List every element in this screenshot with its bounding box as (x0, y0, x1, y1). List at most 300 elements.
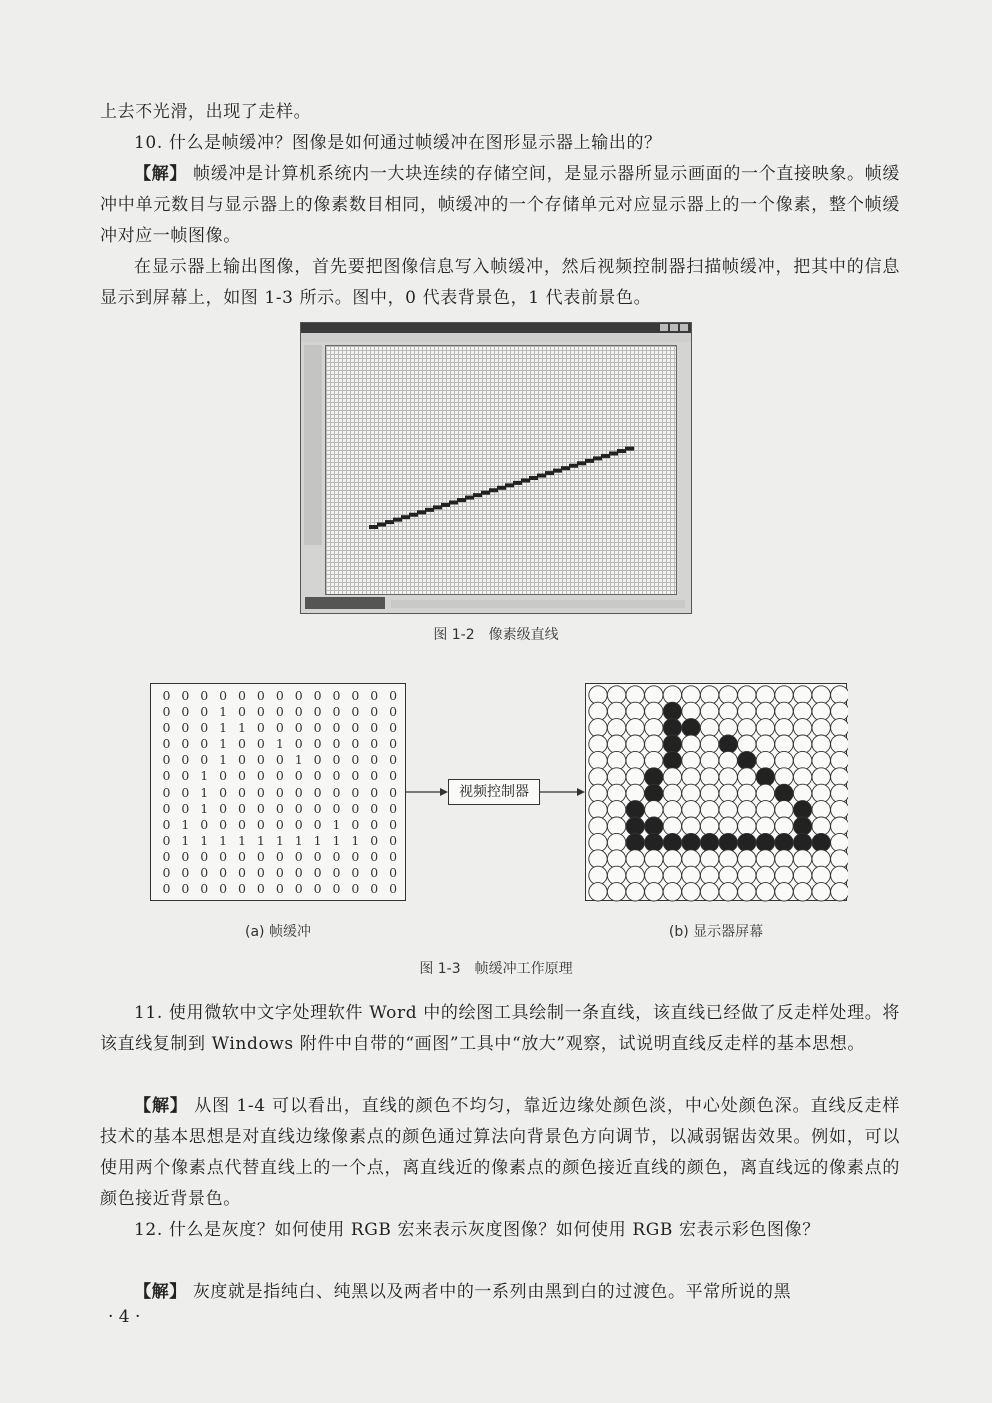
framebuffer-cell: 0 (332, 720, 341, 736)
screen-pixel-off (626, 768, 644, 786)
screen-pixel-off (607, 735, 625, 753)
framebuffer-cell: 0 (256, 848, 265, 864)
screen-pixel-off (663, 768, 681, 786)
screen-pixel-off (607, 817, 625, 835)
line-pixel-segment (409, 513, 418, 517)
screen-pixel-off (793, 719, 811, 737)
framebuffer-cell: 0 (332, 736, 341, 752)
screen-pixel-off (719, 866, 737, 884)
line-pixel-segment (473, 493, 482, 497)
framebuffer-cell: 0 (200, 736, 209, 752)
screen-pixel-off (645, 735, 663, 753)
framebuffer-cell: 1 (219, 720, 228, 736)
framebuffer-cell: 1 (200, 784, 209, 800)
framebuffer-cell: 0 (389, 881, 398, 897)
screen-pixel-off (645, 686, 663, 704)
framebuffer-cell: 0 (294, 688, 303, 703)
screen-pixel-off (738, 686, 756, 704)
line-pixel-segment (393, 518, 402, 522)
screen-pixel-off (682, 751, 700, 769)
framebuffer-cell: 0 (313, 865, 322, 881)
framebuffer-cell: 0 (219, 865, 228, 881)
line-pixel-segment (457, 498, 466, 502)
screen-pixel-on (663, 833, 681, 851)
framebuffer-cell: 0 (238, 816, 246, 832)
screen-pixel-off (738, 866, 756, 884)
framebuffer-cell: 1 (275, 832, 284, 848)
screen-pixel-off (812, 702, 830, 720)
framebuffer-cell: 0 (370, 688, 379, 703)
framebuffer-cell: 0 (219, 816, 228, 832)
screen-pixel-off (719, 817, 737, 835)
screen-pixel-on (626, 833, 644, 851)
screen-pixel-off (589, 833, 607, 851)
screen-pixel-off (756, 784, 774, 802)
line-pixel-segment (553, 469, 562, 473)
screen-pixel-off (645, 702, 663, 720)
screen-pixel-off (793, 702, 811, 720)
framebuffer-cell: 0 (275, 881, 284, 897)
screen-pixel-off (831, 817, 848, 835)
framebuffer-cell: 0 (238, 865, 246, 881)
figure-1-2-caption: 图 1-2 像素级直线 (433, 627, 559, 643)
screen-pixel-off (756, 850, 774, 868)
framebuffer-cell: 0 (370, 881, 379, 897)
screen-pixel-off (775, 817, 793, 835)
framebuffer-cell: 0 (351, 752, 360, 768)
screen-pixel-off (682, 850, 700, 868)
screen-pixel-off (626, 784, 644, 802)
framebuffer-cell: 0 (238, 848, 246, 864)
screen-pixel-off (626, 686, 644, 704)
framebuffer-cell: 0 (389, 752, 398, 768)
screen-pixel-on (738, 833, 756, 851)
framebuffer-cell: 0 (294, 784, 303, 800)
framebuffer-cell: 0 (181, 800, 190, 816)
framebuffer-cell: 0 (162, 784, 171, 800)
screen-pixel-on (756, 833, 774, 851)
screen-pixel-off (719, 784, 737, 802)
line-pixel-segment (617, 449, 626, 453)
screen-pixel-off (663, 817, 681, 835)
framebuffer-cell: 0 (200, 848, 209, 864)
framebuffer-cell: 0 (389, 736, 398, 752)
screen-pixel-off (775, 702, 793, 720)
framebuffer-cell: 0 (389, 848, 398, 864)
screen-pixel-off (831, 751, 848, 769)
screen-pixel-off (626, 735, 644, 753)
screen-pixel-off (812, 866, 830, 884)
screen-pixel-on (812, 833, 830, 851)
line-pixel-segment (505, 483, 514, 487)
screen-pixel-on (663, 719, 681, 737)
screen-pixel-off (831, 866, 848, 884)
line-pixel-segment (497, 486, 506, 490)
framebuffer-cell: 0 (181, 784, 190, 800)
screen-pixel-off (700, 883, 718, 901)
framebuffer-cell: 0 (313, 800, 322, 816)
framebuffer-cell: 1 (181, 816, 190, 832)
screen-pixel-off (589, 817, 607, 835)
screen-pixel-off (589, 702, 607, 720)
framebuffer-cell: 0 (351, 720, 360, 736)
line-pixel-segment (449, 501, 458, 505)
framebuffer-cell: 0 (370, 800, 379, 816)
screen-pixel-off (756, 686, 774, 704)
framebuffer-cell: 0 (200, 865, 209, 881)
screen-pixel-off (793, 866, 811, 884)
video-controller-box: 视频控制器 (448, 779, 540, 805)
framebuffer-cell: 0 (162, 768, 171, 784)
screen-pixel-off (682, 768, 700, 786)
framebuffer-cell: 0 (219, 848, 228, 864)
screen-pixel-off (700, 686, 718, 704)
framebuffer-cell: 0 (313, 768, 322, 784)
screen-pixel-off (719, 686, 737, 704)
screen-pixel-on (775, 784, 793, 802)
screen-pixel-off (756, 866, 774, 884)
screen-pixel-off (645, 751, 663, 769)
line-pixel-segment (609, 452, 618, 456)
framebuffer-cell: 1 (200, 832, 209, 848)
screen-pixel-off (607, 850, 625, 868)
line-pixel-segment (545, 471, 554, 475)
framebuffer-cell: 0 (162, 720, 171, 736)
framebuffer-cell: 0 (238, 736, 246, 752)
framebuffer-cell: 0 (238, 688, 246, 703)
framebuffer-cell: 0 (275, 865, 284, 881)
framebuffer-cell: 0 (181, 688, 190, 703)
screen-pixel-off (589, 866, 607, 884)
screen-pixel-on (793, 817, 811, 835)
line-pixel-segment (529, 476, 538, 480)
framebuffer-cell: 0 (256, 865, 265, 881)
screen-pixel-off (645, 866, 663, 884)
screen-pixel-off (738, 850, 756, 868)
framebuffer-cell: 0 (332, 800, 341, 816)
paragraph-framebuffer-output: 在显示器上输出图像，首先要把图像信息写入帧缓冲，然后视频控制器扫描帧缓冲，把其中的信息显示到屏幕上，如图 1-3 所示。图中，0 代表背景色，1 代表前景色。 (100, 257, 900, 308)
framebuffer-cell: 0 (256, 800, 265, 816)
framebuffer-cell: 0 (370, 816, 379, 832)
framebuffer-cell: 1 (313, 832, 322, 848)
framebuffer-cell: 0 (389, 784, 398, 800)
framebuffer-cell: 0 (313, 816, 322, 832)
screen-pixel-off (589, 883, 607, 901)
framebuffer-cell: 0 (332, 752, 341, 768)
framebuffer-cell: 0 (181, 865, 190, 881)
screen-pixel-off (812, 817, 830, 835)
screen-pixel-off (738, 817, 756, 835)
screen-pixel-off (682, 817, 700, 835)
screen-pixel-off (626, 866, 644, 884)
framebuffer-cell: 0 (351, 816, 360, 832)
screen-pixel-on (682, 719, 700, 737)
screen-pixel-off (626, 751, 644, 769)
page-number: · 4 · (108, 1307, 141, 1327)
line-pixel-segment (625, 447, 634, 451)
framebuffer-cell: 0 (313, 784, 322, 800)
framebuffer-cell: 0 (219, 784, 228, 800)
framebuffer-cell: 1 (238, 720, 246, 736)
line-pixel-segment (433, 505, 442, 509)
screen-pixel-off (793, 850, 811, 868)
screen-pixel-off (700, 817, 718, 835)
screen-pixel-off (626, 719, 644, 737)
framebuffer-cell: 0 (313, 736, 322, 752)
framebuffer-cell: 0 (256, 768, 265, 784)
framebuffer-cell: 0 (238, 800, 246, 816)
screen-pixel-off (831, 833, 848, 851)
line-pixel-segment (521, 478, 530, 482)
screen-pixel-off (607, 801, 625, 819)
screen-pixel-off (756, 751, 774, 769)
screen-pixel-off (775, 719, 793, 737)
framebuffer-cell: 0 (162, 704, 171, 720)
screen-pixel-off (663, 784, 681, 802)
screen-pixel-off (607, 686, 625, 704)
screen-pixel-off (812, 883, 830, 901)
screen-pixel-off (719, 801, 737, 819)
framebuffer-cell: 0 (162, 752, 171, 768)
screen-pixel-off (738, 883, 756, 901)
screen-pixel-off (831, 686, 848, 704)
figure-1-3-caption: 图 1-3 帧缓冲工作原理 (419, 961, 573, 977)
framebuffer-cell: 0 (313, 688, 322, 703)
framebuffer-cell: 0 (370, 768, 379, 784)
framebuffer-cell: 0 (275, 752, 284, 768)
screen-pixel-on (645, 784, 663, 802)
framebuffer-matrix (150, 683, 406, 901)
framebuffer-cell: 1 (256, 832, 265, 848)
framebuffer-cell: 0 (256, 704, 265, 720)
screen-pixel-off (645, 801, 663, 819)
line-pixel-segment (585, 459, 594, 463)
framebuffer-cell: 0 (351, 784, 360, 800)
framebuffer-cell: 1 (332, 832, 341, 848)
framebuffer-cell: 0 (162, 832, 171, 848)
framebuffer-cell: 0 (294, 704, 303, 720)
framebuffer-cell: 0 (162, 816, 171, 832)
framebuffer-cell: 0 (219, 800, 228, 816)
framebuffer-cell: 0 (370, 736, 379, 752)
screen-pixel-off (775, 801, 793, 819)
screen-pixel-off (831, 719, 848, 737)
screen-pixel-off (700, 801, 718, 819)
screen-pixel-off (607, 751, 625, 769)
screen-pixel-off (589, 686, 607, 704)
screen-pixel-off (831, 883, 848, 901)
framebuffer-cell: 0 (275, 688, 284, 703)
framebuffer-cell: 1 (200, 768, 209, 784)
framebuffer-cell: 0 (275, 768, 284, 784)
screen-pixel-off (756, 817, 774, 835)
screen-pixel-off (589, 719, 607, 737)
framebuffer-cell: 0 (294, 816, 303, 832)
screen-pixel-off (756, 719, 774, 737)
framebuffer-cell: 0 (332, 784, 341, 800)
screen-pixel-off (793, 768, 811, 786)
screen-pixel-off (682, 801, 700, 819)
framebuffer-cell: 0 (294, 800, 303, 816)
framebuffer-cell: 0 (370, 784, 379, 800)
screen-pixel-off (663, 801, 681, 819)
line-pixel-segment (561, 466, 570, 470)
framebuffer-cell: 0 (313, 752, 322, 768)
pixel-line (301, 323, 693, 615)
screen-pixel-off (738, 735, 756, 753)
framebuffer-cell: 0 (332, 848, 341, 864)
framebuffer-cell: 0 (389, 688, 398, 703)
screen-pixel-on (775, 833, 793, 851)
framebuffer-cell: 0 (351, 848, 360, 864)
line-pixel-segment (385, 520, 394, 524)
framebuffer-cell: 0 (200, 752, 209, 768)
line-pixel-segment (441, 503, 450, 507)
screen-pixel-off (700, 751, 718, 769)
framebuffer-cell: 0 (162, 848, 171, 864)
framebuffer-cell: 0 (238, 752, 246, 768)
framebuffer-cell: 0 (351, 865, 360, 881)
screen-pixel-off (589, 850, 607, 868)
screen-pixel-off (812, 784, 830, 802)
answer-11: 【解】 从图 1-4 可以看出，直线的颜色不均匀，靠近边缘处颜色淡，中心处颜色深。直线反走样技术的基本思想是对直线边缘像素点的颜色通过算法向背景色方向调节，以减弱锯齿效果。例如，可以使用两个像素点代替直线上的一个点，离直线近的像素点的颜色接近直线的颜色，离直线远的像素点的颜色接近背景色。 (100, 1096, 900, 1209)
screen-pixel-on (645, 768, 663, 786)
framebuffer-cell: 0 (294, 865, 303, 881)
screen-pixel-off (719, 768, 737, 786)
screen-pixel-off (700, 866, 718, 884)
screen-pixel-off (682, 702, 700, 720)
line-pixel-segment (601, 454, 610, 458)
screen-pixel-off (738, 784, 756, 802)
framebuffer-cell: 0 (332, 881, 341, 897)
line-pixel-segment (417, 510, 426, 514)
framebuffer-cell: 0 (275, 784, 284, 800)
screen-pixel-off (775, 850, 793, 868)
screen-pixel-off (756, 702, 774, 720)
screen-pixel-on (626, 817, 644, 835)
screen-pixel-off (719, 850, 737, 868)
line-pixel-segment (481, 491, 490, 495)
screen-pixel-off (812, 801, 830, 819)
framebuffer-cell: 0 (200, 816, 209, 832)
framebuffer-cell: 0 (332, 688, 341, 703)
framebuffer-cell: 1 (294, 752, 303, 768)
screen-pixel-off (812, 719, 830, 737)
screen-pixel-off (719, 719, 737, 737)
framebuffer-cell: 0 (256, 784, 265, 800)
framebuffer-cell: 0 (370, 704, 379, 720)
framebuffer-cell: 0 (275, 848, 284, 864)
screen-pixel-off (719, 883, 737, 901)
framebuffer-cell: 1 (219, 736, 228, 752)
framebuffer-cell: 0 (370, 752, 379, 768)
screen-pixel-off (663, 883, 681, 901)
framebuffer-cell: 1 (238, 832, 246, 848)
framebuffer-cell: 1 (332, 816, 341, 832)
framebuffer-cell: 0 (313, 720, 322, 736)
screen-pixel-off (812, 686, 830, 704)
line-pixel-segment (569, 464, 578, 468)
framebuffer-cell: 0 (256, 816, 265, 832)
screen-pixel-on (663, 735, 681, 753)
figure-1-2-screenshot (300, 322, 692, 614)
screen-pixel-off (775, 735, 793, 753)
framebuffer-cell: 0 (162, 881, 171, 897)
framebuffer-cell: 0 (256, 688, 265, 703)
framebuffer-cell: 1 (219, 704, 228, 720)
screen-pixel-off (682, 866, 700, 884)
screen-pixel-on (793, 833, 811, 851)
screen-pixel-on (793, 801, 811, 819)
screen-pixel-on (738, 751, 756, 769)
line-pixel-segment (537, 474, 546, 478)
screen-pixel-off (831, 735, 848, 753)
screen-pixel-off (607, 883, 625, 901)
screen-pixel-off (738, 702, 756, 720)
screen-pixel-off (589, 768, 607, 786)
framebuffer-cell: 0 (181, 704, 190, 720)
framebuffer-cell: 0 (389, 720, 398, 736)
screen-pixel-off (756, 801, 774, 819)
screen-pixel-off (607, 768, 625, 786)
screen-pixel-off (775, 866, 793, 884)
screen-pixel-off (682, 686, 700, 704)
framebuffer-cell: 0 (389, 816, 398, 832)
framebuffer-cell: 0 (351, 704, 360, 720)
framebuffer-cell: 0 (389, 832, 398, 848)
screen-pixel-off (682, 735, 700, 753)
framebuffer-cell: 0 (370, 720, 379, 736)
framebuffer-cell: 0 (162, 865, 171, 881)
framebuffer-cell: 0 (313, 881, 322, 897)
screen-pixel-circles (586, 684, 848, 902)
screen-pixel-off (607, 702, 625, 720)
screen-pixel-on (756, 768, 774, 786)
screen-pixel-off (607, 866, 625, 884)
screen-pixel-off (663, 866, 681, 884)
screen-pixel-off (589, 735, 607, 753)
screen-pixel-off (682, 784, 700, 802)
framebuffer-cell: 0 (200, 881, 209, 897)
framebuffer-cell: 1 (219, 752, 228, 768)
framebuffer-cell: 0 (219, 768, 228, 784)
framebuffer-cell: 0 (313, 704, 322, 720)
framebuffer-cell: 0 (181, 768, 190, 784)
framebuffer-cell: 0 (219, 881, 228, 897)
answer-label: 【解】 (134, 1282, 187, 1302)
line-pixel-segment (369, 525, 378, 529)
screen-pixel-off (738, 801, 756, 819)
question-10: 10. 什么是帧缓冲？图像是如何通过帧缓冲在图形显示器上输出的？ (134, 133, 662, 153)
answer-10: 【解】 帧缓冲是计算机系统内一大块连续的存储空间，是显示器所显示画面的一个直接映象。帧缓冲中单元数目与显示器上的像素数目相同，帧缓冲的一个存储单元对应显示器上的一个像素，整个帧缓冲对应一帧图像。 (100, 164, 900, 246)
screen-pixel-off (589, 784, 607, 802)
framebuffer-cell: 0 (332, 704, 341, 720)
screen-pixel-on (719, 833, 737, 851)
framebuffer-cell: 1 (181, 832, 190, 848)
framebuffer-cell: 0 (294, 768, 303, 784)
screen-pixel-off (793, 883, 811, 901)
framebuffer-cell: 0 (294, 881, 303, 897)
framebuffer-cell: 0 (181, 752, 190, 768)
screen-pixel-on (663, 702, 681, 720)
framebuffer-cell: 1 (219, 832, 228, 848)
framebuffer-grid (157, 688, 403, 897)
screen-pixel-off (831, 768, 848, 786)
screen-pixel-off (756, 735, 774, 753)
screen-pixel-off (589, 751, 607, 769)
framebuffer-cell: 0 (238, 704, 246, 720)
screen-pixel-off (756, 883, 774, 901)
